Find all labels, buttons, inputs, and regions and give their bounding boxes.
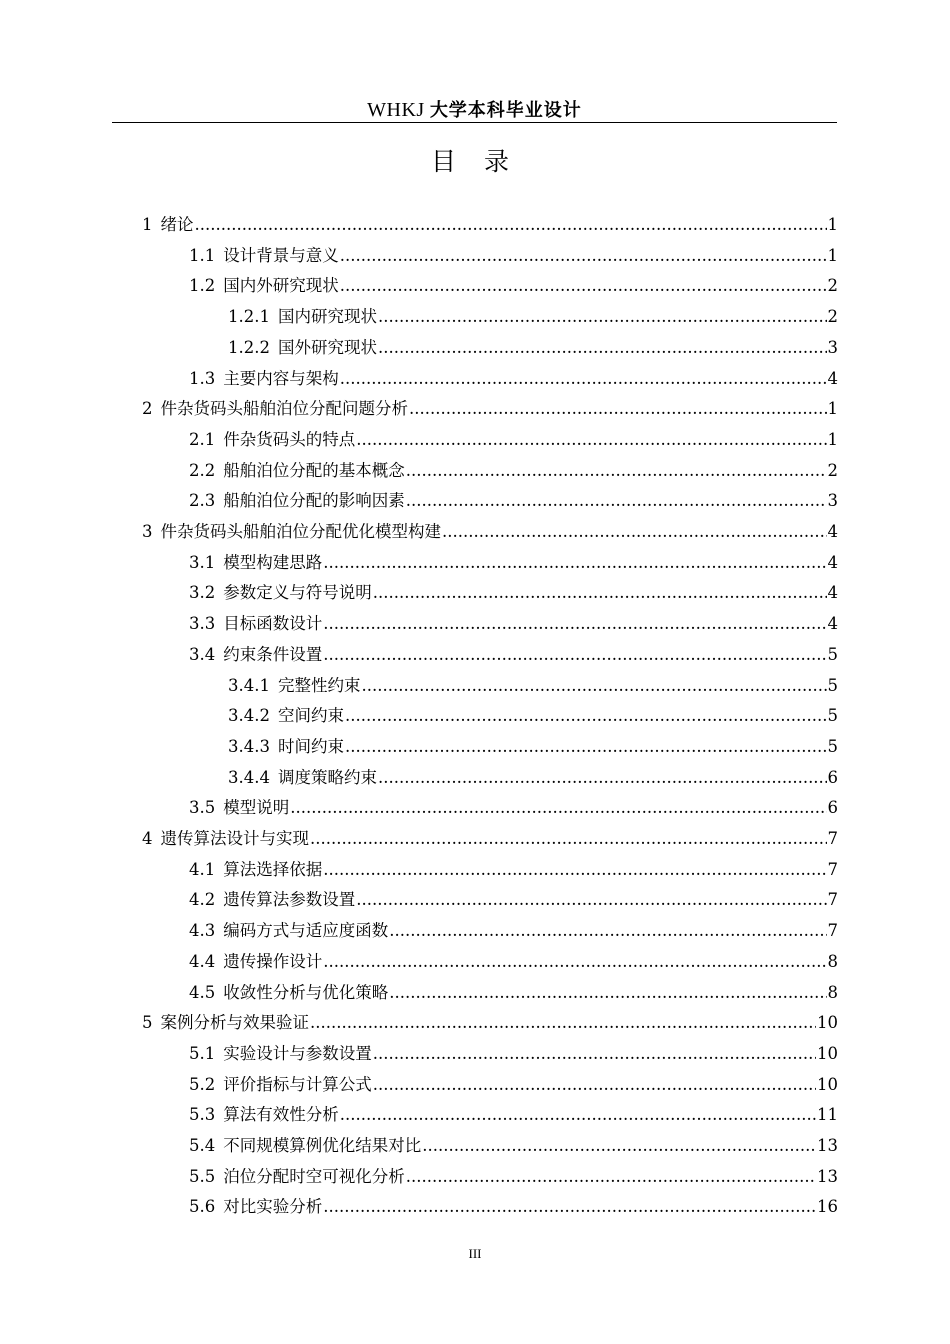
- toc-entry-number: 2.2: [189, 460, 216, 480]
- toc-entry-number: 4.3: [189, 921, 216, 941]
- toc-leader-dots: [442, 522, 827, 542]
- toc-entry-page: 5: [827, 736, 838, 756]
- toc-entry[interactable]: [189, 880, 838, 910]
- toc-entry-label: 国内外研究现状: [223, 276, 339, 296]
- toc-leader-dots: [422, 1136, 816, 1156]
- page-header: [112, 92, 837, 123]
- toc-leader-dots: [373, 1075, 816, 1095]
- toc-leader-dots: [310, 829, 827, 849]
- toc-entry[interactable]: [189, 788, 838, 818]
- toc-entry-number: 5: [142, 1013, 153, 1033]
- toc-leader-dots: [409, 399, 827, 419]
- toc-leader-dots: [389, 983, 826, 1003]
- toc-entry-page: 13: [817, 1166, 838, 1186]
- toc-leader-dots: [378, 307, 827, 327]
- toc-entry-label: 编码方式与适应度函数: [223, 921, 389, 941]
- toc-entry-label: 泊位分配时空可视化分析: [223, 1166, 405, 1186]
- toc-leader-dots: [373, 583, 827, 603]
- toc-entry-label: 模型构建思路: [223, 552, 323, 572]
- toc-entry-label: 参数定义与符号说明: [223, 583, 372, 603]
- toc-entry[interactable]: [228, 758, 838, 788]
- toc-entry-number: 4.5: [189, 982, 216, 1002]
- toc-entry[interactable]: [228, 297, 838, 327]
- toc-entry-page: 8: [827, 982, 838, 1002]
- toc-entry-label: 船舶泊位分配的基本概念: [223, 460, 405, 480]
- toc-entry-page: 13: [817, 1136, 838, 1155]
- toc-entry-page: 4: [827, 614, 838, 634]
- toc-entry[interactable]: [189, 1065, 838, 1095]
- toc-entry-number: 3.1: [189, 552, 216, 572]
- toc-entry-page: 7: [827, 890, 838, 910]
- toc-entry-label: 主要内容与架构: [223, 368, 339, 388]
- toc-entry[interactable]: [189, 543, 838, 573]
- toc-leader-dots: [356, 890, 826, 910]
- toc-entry-label: 船舶泊位分配的影响因素: [223, 491, 405, 511]
- toc-entry-label: 空间约束: [277, 706, 344, 726]
- toc-entry[interactable]: [189, 1126, 838, 1156]
- toc-leader-dots: [406, 491, 827, 511]
- toc-leader-dots: [340, 1105, 816, 1125]
- toc-entry-number: 5.5: [189, 1166, 216, 1186]
- header-title: 大学本科毕业设计: [429, 100, 582, 121]
- toc-entry-number: 4.4: [189, 951, 216, 971]
- toc-leader-dots: [340, 276, 827, 296]
- toc-entry-page: 8: [827, 951, 838, 971]
- toc-leader-dots: [378, 338, 827, 358]
- toc-entry-page: 2: [827, 276, 838, 296]
- toc-entry-page: 1: [827, 429, 838, 449]
- toc-entry-label: 设计背景与意义: [223, 245, 339, 265]
- toc-entry[interactable]: [189, 911, 838, 941]
- toc-title: 目 录: [431, 147, 519, 176]
- toc-leader-dots: [345, 737, 827, 757]
- toc-entry-page: 5: [827, 644, 838, 664]
- toc-entry[interactable]: [189, 1095, 838, 1125]
- toc-entry-page: 16: [817, 1197, 838, 1217]
- toc-entry-label: 目标函数设计: [223, 614, 323, 634]
- toc-entry-page: 7: [827, 859, 838, 879]
- toc-entry[interactable]: [142, 819, 838, 849]
- toc-entry[interactable]: [189, 573, 838, 603]
- toc-entry[interactable]: [142, 205, 838, 235]
- toc-entry-page: 4: [827, 552, 838, 572]
- toc-leader-dots: [356, 430, 826, 450]
- toc-entry[interactable]: [189, 266, 838, 296]
- toc-entry-page: 5: [827, 675, 838, 695]
- toc-entry-page: 2: [827, 307, 838, 327]
- toc-leader-dots: [323, 614, 826, 634]
- toc-leader-dots: [323, 645, 826, 665]
- toc-entry-label: 收敛性分析与优化策略: [223, 982, 389, 1002]
- toc-leader-dots: [323, 553, 826, 573]
- toc-leader-dots: [373, 1044, 816, 1064]
- toc-entry-number: 5.6: [189, 1197, 216, 1217]
- toc-leader-dots: [323, 1197, 816, 1217]
- toc-entry-label: 约束条件设置: [223, 644, 323, 664]
- toc-entry-page: 3: [827, 491, 838, 511]
- toc-entry-label: 算法选择依据: [223, 859, 323, 879]
- toc-entry-number: 3.4.1: [228, 675, 270, 695]
- toc-entry-page: 1: [827, 399, 838, 419]
- toc-entry-label: 国内研究现状: [277, 307, 377, 327]
- toc-entry-number: 1.2.1: [228, 307, 270, 327]
- toc-leader-dots: [195, 215, 827, 235]
- toc-entry-page: 7: [827, 829, 838, 848]
- toc-entry-label: 完整性约束: [277, 675, 361, 695]
- toc-entry-label: 案例分析与效果验证: [160, 1013, 309, 1033]
- toc-entry[interactable]: [189, 236, 838, 266]
- toc-entry-page: 11: [817, 1105, 838, 1125]
- toc-entry[interactable]: [189, 420, 838, 450]
- toc-entry-number: 3: [142, 522, 153, 541]
- toc-entry-number: 4.2: [189, 890, 216, 910]
- toc-entry-label: 遗传算法设计与实现: [160, 829, 309, 848]
- toc-entry-label: 对比实验分析: [223, 1197, 323, 1217]
- toc-entry-page: 10: [817, 1013, 838, 1033]
- toc-entry-label: 不同规模算例优化结果对比: [223, 1136, 422, 1155]
- toc-entry-label: 件杂货码头船舶泊位分配问题分析: [160, 399, 408, 419]
- toc-entry-label: 遗传算法参数设置: [223, 890, 356, 910]
- toc-entry-number: 5.4: [189, 1136, 216, 1155]
- toc-entry-page: 4: [827, 368, 838, 388]
- toc-entry-label: 遗传操作设计: [223, 951, 323, 971]
- toc-entry-label: 模型说明: [223, 798, 290, 818]
- toc-entry-number: 1.3: [189, 368, 216, 388]
- toc-entry[interactable]: [189, 1157, 838, 1187]
- toc-leader-dots: [378, 768, 827, 788]
- toc-entry-page: 2: [827, 460, 838, 480]
- toc-entry-page: 3: [827, 337, 838, 357]
- toc-entry[interactable]: [189, 1034, 838, 1064]
- toc-entry-number: 1.2.2: [228, 337, 270, 357]
- toc-entry-number: 1.1: [189, 245, 216, 265]
- toc-entry[interactable]: [228, 666, 838, 696]
- toc-leader-dots: [323, 860, 826, 880]
- toc-entry-page: 5: [827, 706, 838, 726]
- toc-leader-dots: [406, 461, 827, 481]
- toc-entry[interactable]: [189, 973, 838, 1003]
- toc-entry-number: 4: [142, 829, 153, 848]
- toc-entry-label: 国外研究现状: [277, 337, 377, 357]
- toc-leader-dots: [323, 952, 826, 972]
- toc-entry-number: 5.3: [189, 1105, 216, 1125]
- toc-entry-number: 3.5: [189, 798, 216, 818]
- toc-entry-page: 7: [827, 921, 838, 941]
- toc-entry[interactable]: [228, 727, 838, 757]
- toc-entry-number: 3.4: [189, 644, 216, 664]
- toc-entry-number: 1.2: [189, 276, 216, 296]
- toc-entry-label: 调度策略约束: [277, 767, 377, 787]
- toc-entry-page: 6: [827, 767, 838, 787]
- toc-entry-label: 算法有效性分析: [223, 1105, 339, 1125]
- toc-entry-number: 1: [142, 215, 153, 234]
- toc-entry-page: 1: [827, 245, 838, 265]
- toc-leader-dots: [340, 369, 827, 389]
- toc-entry-label: 实验设计与参数设置: [223, 1043, 372, 1063]
- toc-entry[interactable]: [189, 850, 838, 880]
- toc-leader-dots: [345, 706, 827, 726]
- toc-entry[interactable]: [228, 696, 838, 726]
- toc-leader-dots: [361, 676, 826, 696]
- toc-entry-number: 2.3: [189, 491, 216, 511]
- toc-entry[interactable]: [189, 1187, 838, 1217]
- header-prefix: WHKJ: [367, 99, 425, 121]
- toc-entry[interactable]: [189, 481, 838, 511]
- toc-entry-page: 4: [827, 522, 838, 541]
- toc-entry-label: 时间约束: [277, 736, 344, 756]
- toc-entry[interactable]: [142, 1003, 838, 1033]
- toc-entry-number: 3.4.2: [228, 706, 270, 726]
- page-number: III: [468, 1246, 482, 1261]
- toc-leader-dots: [290, 798, 826, 818]
- toc-entry[interactable]: [189, 942, 838, 972]
- toc-entry[interactable]: [189, 635, 838, 665]
- toc-entry-label: 绪论: [160, 215, 194, 234]
- toc-entry[interactable]: [189, 604, 838, 634]
- toc-entry[interactable]: [228, 328, 838, 358]
- toc-entry-number: 5.2: [189, 1074, 216, 1094]
- toc-entry-page: 10: [817, 1043, 838, 1063]
- toc-entry[interactable]: [189, 451, 838, 481]
- toc-entry-number: 3.2: [189, 583, 216, 603]
- toc-entry-page: 6: [827, 798, 838, 818]
- toc-entry[interactable]: [189, 359, 838, 389]
- toc-entry-page: 10: [817, 1074, 838, 1094]
- toc-entry-page: 1: [827, 215, 838, 234]
- toc-entry-number: 3.3: [189, 614, 216, 634]
- toc-entry-number: 5.1: [189, 1043, 216, 1063]
- toc-entry-number: 3.4.3: [228, 736, 270, 756]
- toc-entry-label: 评价指标与计算公式: [223, 1074, 372, 1094]
- toc-entry-number: 2: [142, 399, 153, 419]
- toc-leader-dots: [389, 921, 826, 941]
- toc-leader-dots: [340, 246, 827, 266]
- toc-entry-number: 2.1: [189, 429, 216, 449]
- toc-entry[interactable]: [142, 512, 838, 542]
- toc-entry[interactable]: [142, 389, 838, 419]
- toc-leader-dots: [406, 1167, 816, 1187]
- toc-entry-label: 件杂货码头船舶泊位分配优化模型构建: [160, 522, 441, 541]
- toc-leader-dots: [310, 1013, 816, 1033]
- toc-entry-label: 件杂货码头的特点: [223, 429, 356, 449]
- toc-entry-page: 4: [827, 583, 838, 603]
- toc-entry-number: 4.1: [189, 859, 216, 879]
- toc-entry-number: 3.4.4: [228, 767, 270, 787]
